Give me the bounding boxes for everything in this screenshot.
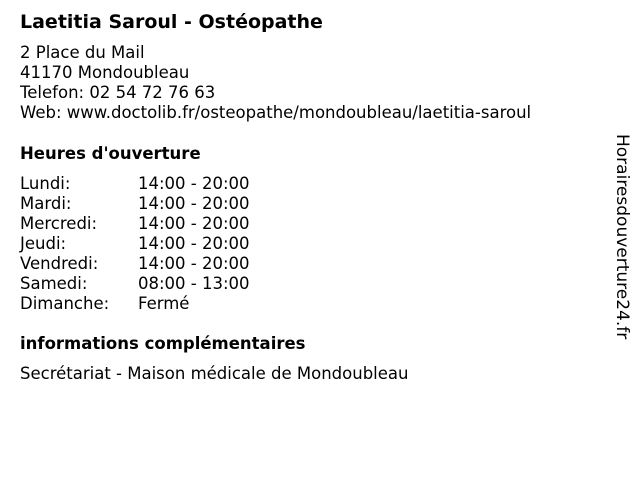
hours-row-thursday [20, 234, 250, 254]
time-value: 14:00 - 20:00 [138, 234, 250, 253]
info-text: Secrétariat - Maison médicale de Mondoubleau [20, 364, 409, 383]
page-title: Laetitia Saroul - Ostéopathe [20, 11, 323, 33]
street-address: 2 Place du Mail [20, 43, 145, 62]
address-block [20, 43, 531, 123]
day-label: Vendredi: [20, 254, 99, 273]
hours-row-tuesday [20, 194, 250, 214]
city-address: 41170 Mondoubleau [20, 63, 190, 82]
time-value: 08:00 - 13:00 [138, 274, 250, 293]
day-label: Mardi: [20, 194, 72, 213]
day-label: Mercredi: [20, 214, 98, 233]
website: Web: www.doctolib.fr/osteopathe/mondoubleau/laetitia-saroul [20, 103, 532, 122]
day-label: Dimanche: [20, 294, 110, 313]
hours-row-monday [20, 174, 250, 194]
day-label: Samedi: [20, 274, 88, 293]
time-value: 14:00 - 20:00 [138, 174, 250, 193]
info-heading: informations complémentaires [20, 334, 306, 353]
day-label: Lundi: [20, 174, 71, 193]
hours-row-saturday [20, 274, 250, 294]
watermark: Horairesdouverture24.fr [612, 134, 632, 340]
hours-row-sunday [20, 294, 250, 314]
time-value: 14:00 - 20:00 [138, 254, 250, 273]
phone-number: Telefon: 02 54 72 76 63 [20, 83, 216, 102]
hours-row-wednesday [20, 214, 250, 234]
day-label: Jeudi: [20, 234, 67, 253]
time-value: Fermé [138, 294, 190, 313]
hours-row-friday [20, 254, 250, 274]
time-value: 14:00 - 20:00 [138, 214, 250, 233]
hours-table [20, 174, 250, 314]
time-value: 14:00 - 20:00 [138, 194, 250, 213]
hours-heading: Heures d'ouverture [20, 144, 201, 163]
